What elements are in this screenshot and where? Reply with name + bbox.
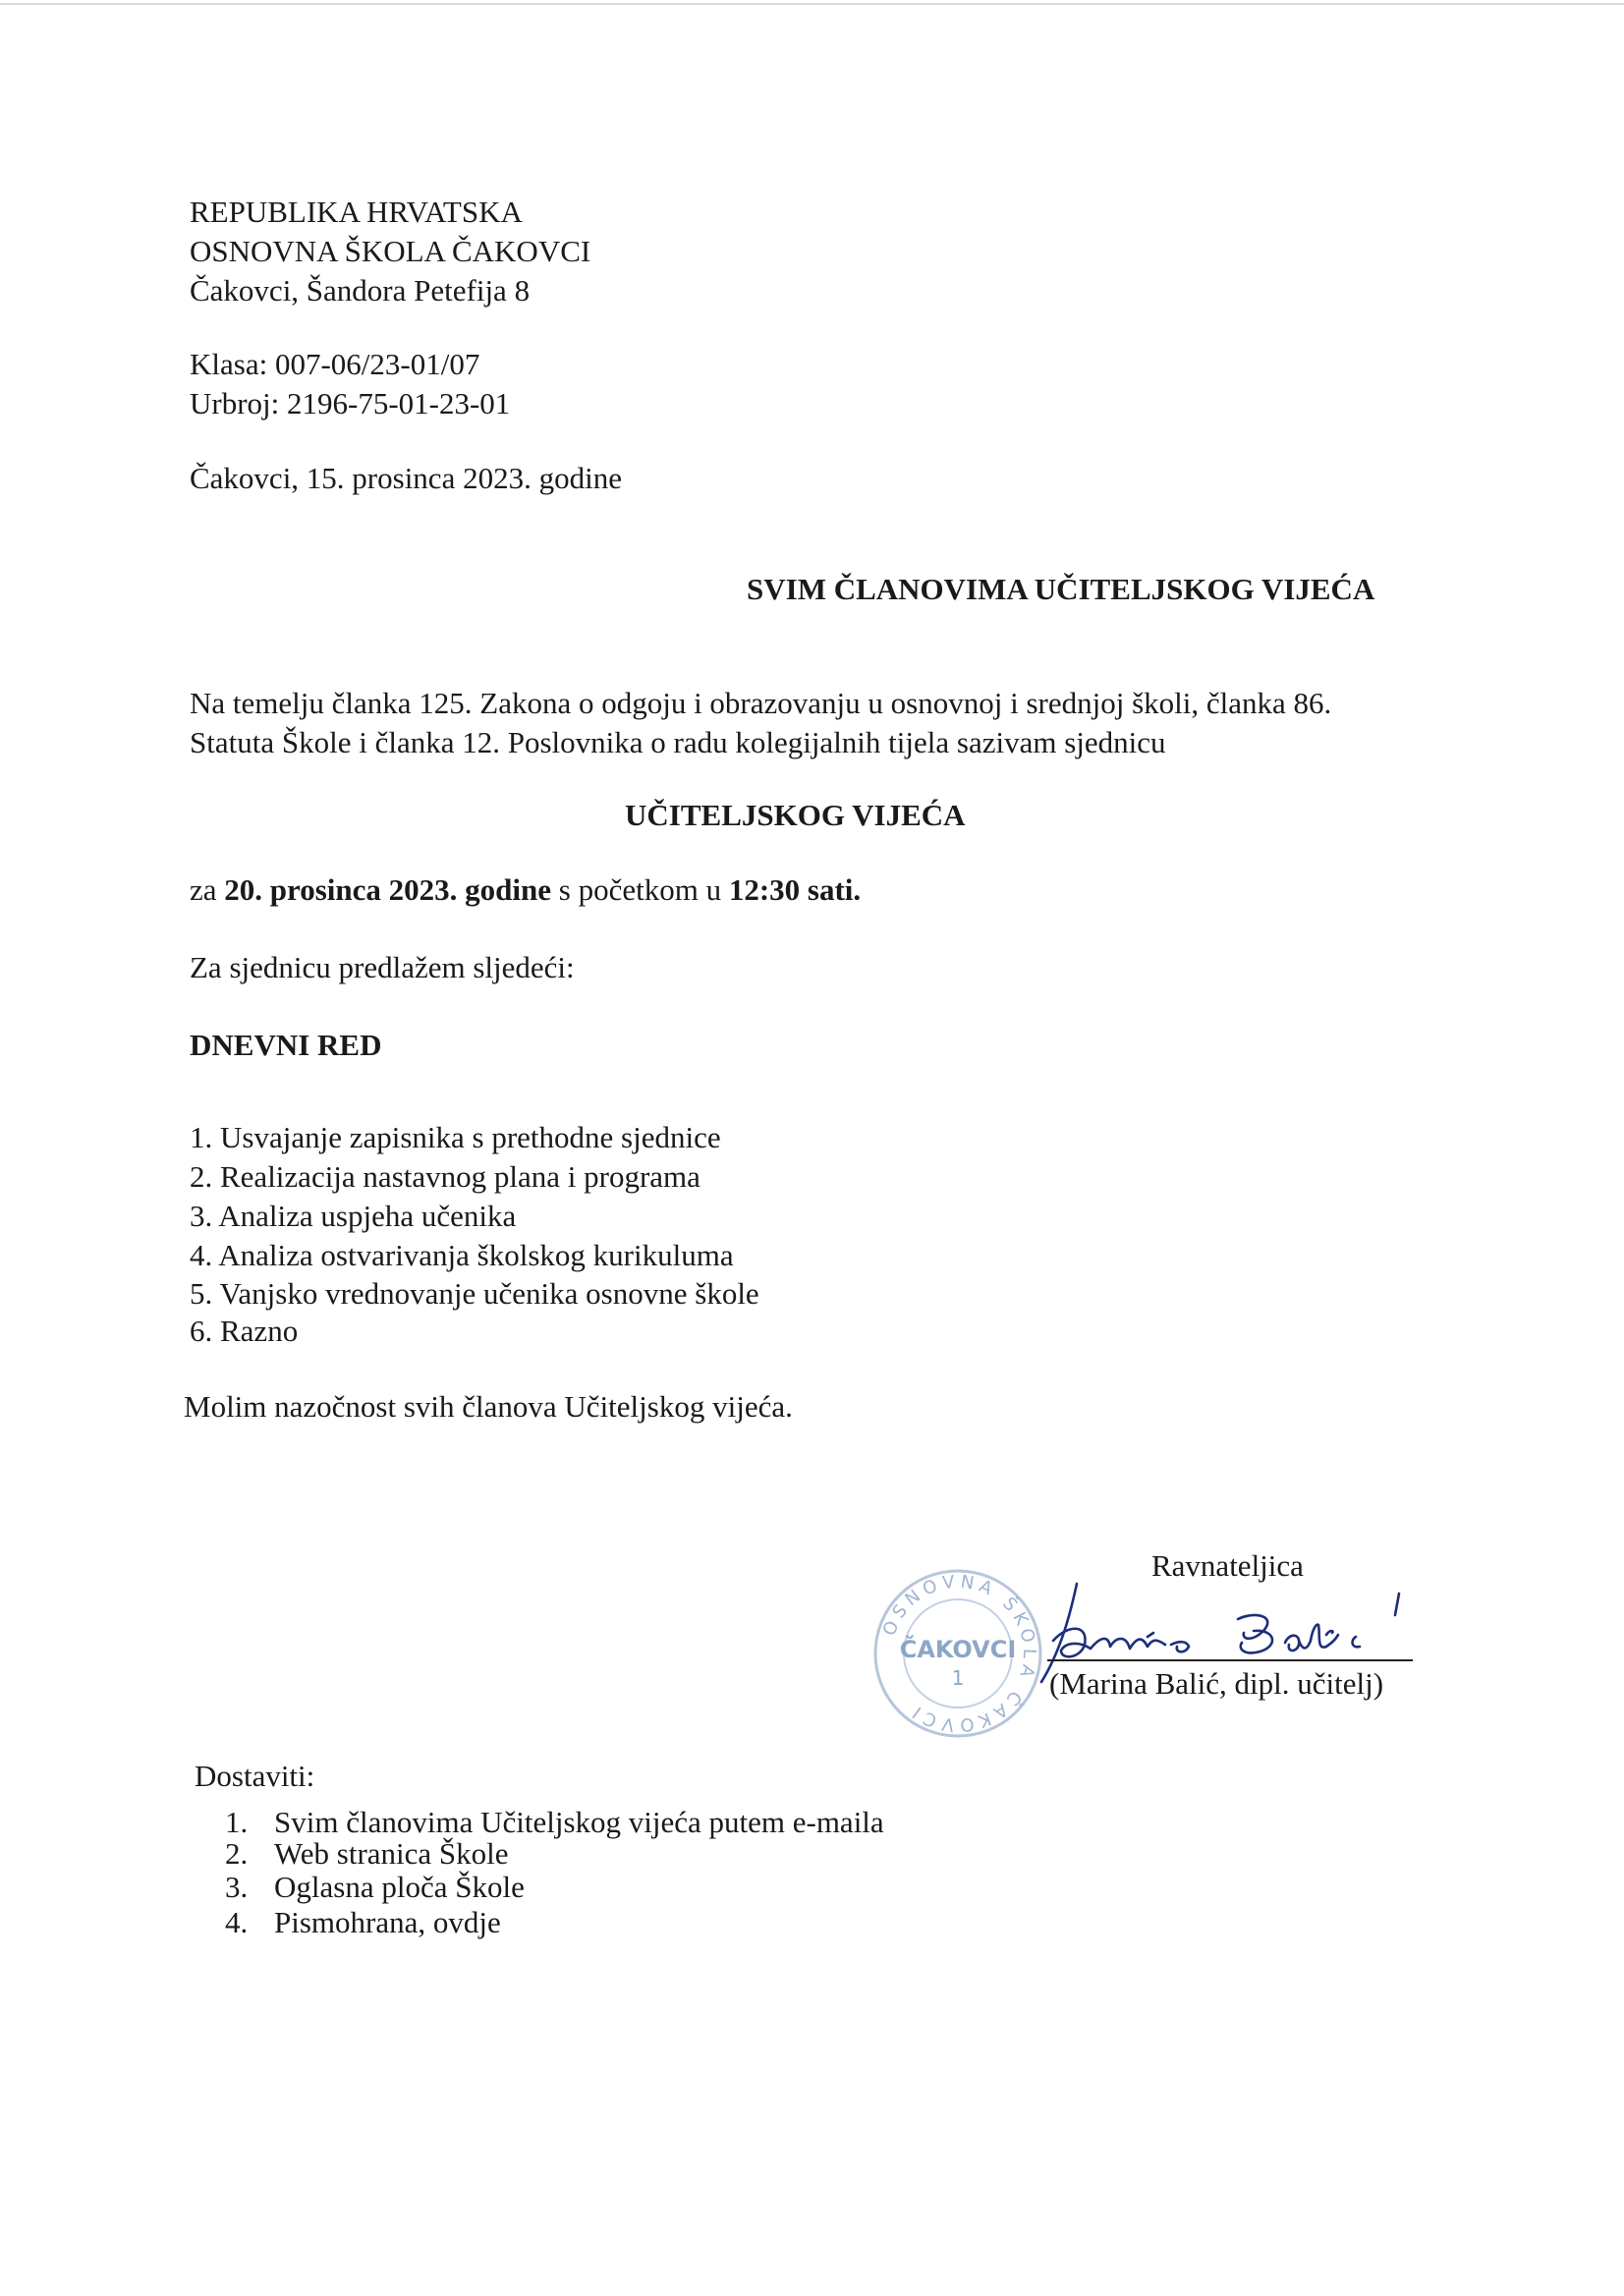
- agenda-item: 6. Razno: [190, 1314, 299, 1348]
- agenda-item: 3. Analiza uspjeha učenika: [190, 1199, 517, 1233]
- meeting-prefix: za: [190, 872, 225, 907]
- meeting-line: [190, 870, 861, 910]
- klasa-line: Klasa: 007-06/23-01/07: [190, 347, 480, 381]
- stamp-number: 1: [951, 1666, 965, 1690]
- agenda-title: DNEVNI RED: [190, 1028, 382, 1062]
- delivery-title: Dostaviti:: [195, 1759, 315, 1793]
- meeting-date: 20. prosinca 2023. godine: [224, 872, 552, 907]
- stamp-ring-text: OSNOVNA ŠKOLA ČAKOVCI: [878, 1571, 1040, 1736]
- meeting-middle: s početkom u: [551, 872, 729, 907]
- date-line: Čakovci, 15. prosinca 2023. godine: [190, 461, 622, 495]
- delivery-item-number: 1.: [225, 1805, 249, 1839]
- signature-name: (Marina Balić, dipl. učitelj): [1049, 1666, 1384, 1701]
- delivery-item-number: 3.: [225, 1870, 249, 1904]
- proposal-line: Za sjednicu predlažem sljedeći:: [190, 950, 575, 984]
- meeting-suffix: .: [853, 872, 862, 907]
- meeting-time: 12:30 sati: [728, 872, 854, 907]
- delivery-item: Oglasna ploča Škole: [274, 1870, 525, 1904]
- agenda-item: 4. Analiza ostvarivanja školskog kurikuluma: [190, 1238, 734, 1272]
- intro-line-1: Na temelju članka 125. Zakona o odgoju i obrazovanju u osnovnoj i srednjoj školi, članka 86.: [190, 686, 1332, 720]
- scan-top-edge: [0, 3, 1624, 5]
- delivery-item: Svim članovima Učiteljskog vijeća putem e-maila: [274, 1805, 884, 1839]
- stamp-center-text: ČAKOVCI: [899, 1636, 1017, 1663]
- header-country: REPUBLIKA HRVATSKA: [190, 195, 523, 229]
- delivery-item: Web stranica Škole: [274, 1836, 509, 1871]
- delivery-item-number: 4.: [225, 1905, 249, 1939]
- header-address: Čakovci, Šandora Petefija 8: [190, 273, 531, 308]
- closing-line: Molim nazočnost svih članova Učiteljskog vijeća.: [184, 1389, 793, 1424]
- session-title: UČITELJSKOG VIJEĆA: [625, 798, 966, 832]
- signature-underline: [1047, 1659, 1413, 1661]
- intro-line-2: Statuta Škole i članka 12. Poslovnika o radu kolegijalnih tijela sazivam sjednicu: [190, 725, 1166, 759]
- delivery-item-number: 2.: [225, 1836, 249, 1871]
- agenda-item: 2. Realizacija nastavnog plana i programa: [190, 1159, 700, 1194]
- agenda-item: 1. Usvajanje zapisnika s prethodne sjednice: [190, 1120, 721, 1154]
- school-stamp: [865, 1567, 1051, 1740]
- recipient-heading: SVIM ČLANOVIMA UČITELJSKOG VIJEĆA: [747, 572, 1375, 606]
- agenda-item: 5. Vanjsko vrednovanje učenika osnovne škole: [190, 1276, 759, 1311]
- header-school: OSNOVNA ŠKOLA ČAKOVCI: [190, 234, 591, 268]
- urbroj-line: Urbroj: 2196-75-01-23-01: [190, 386, 511, 420]
- delivery-item: Pismohrana, ovdje: [274, 1905, 501, 1939]
- signature-role: Ravnateljica: [1151, 1548, 1304, 1583]
